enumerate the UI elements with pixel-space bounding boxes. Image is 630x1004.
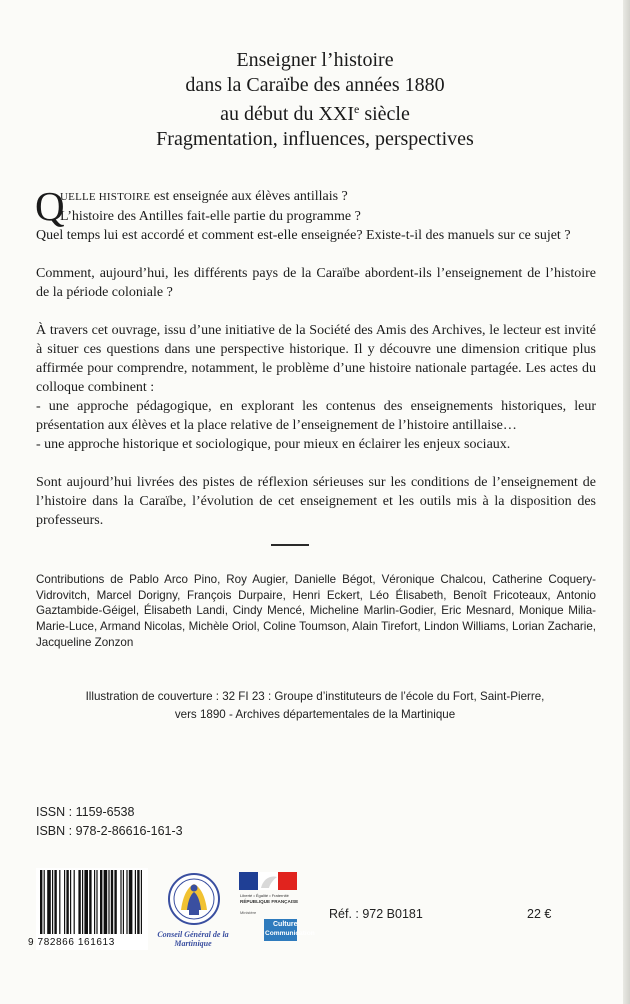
contributors-list: Contributions de Pablo Arco Pino, Roy Augier, Danielle Bégot, Véronique Chalcou, Catherine Coquery-Vidrovitch, Marcel Dorigny, François Durpaire, Henri Eckert, Léo Élisabeth, Benoît Fricoteaux, Antonio Gaztambide-Géigel, Élisabeth Landi, Cindy Mencé, Micheline Marlin-Godier, Eric Mesnard, Monique Milia-Marie-Luce, Armand Nicolas, Michèle Oriol, Coline Toumson, Alain Tirefort, Lindon Williams, Lorian Zacharie, Jacqueline Zonzon: [36, 573, 596, 649]
barcode-bar: [74, 870, 75, 934]
title-line-3-post: siècle: [359, 103, 410, 125]
title-line-1: Enseigner l’histoire: [236, 49, 394, 71]
barcode-bar: [66, 870, 68, 934]
barcode-bar: [114, 870, 116, 934]
illustration-line-2: vers 1890 - Archives départementales de la Martinique: [174, 708, 456, 721]
barcode-bar: [135, 870, 136, 934]
barcode-bar: [78, 870, 80, 934]
intro-paragraph: [35, 183, 596, 245]
paragraph-3-item-2: - une approche historique et sociologique, pour mieux en éclairer les enjeux sociaux.: [36, 437, 511, 452]
barcode-bar: [96, 870, 97, 934]
barcode-bar: [108, 870, 109, 934]
barcode-bar: [100, 870, 102, 934]
intro-line-1-rest: est enseignée aux élèves antillais ?: [150, 189, 348, 204]
paragraph-3: [36, 321, 596, 454]
reference-number: Réf. : 972 B0181: [329, 907, 423, 921]
paragraph-2: Comment, aujourd’hui, les différents pays de la Caraïbe abordent-ils l’enseignement de l’histoire de la période coloniale ?: [36, 266, 596, 300]
title-line-3-pre: au début du XXI: [220, 103, 354, 125]
barcode-bar: [120, 870, 121, 934]
barcode-bar: [89, 870, 91, 934]
title-line-3: [0, 97, 630, 127]
issn-number: ISSN : 1159-6538: [36, 805, 135, 819]
barcode-number: 9 782866 161613: [28, 937, 115, 948]
barcode-bar: [111, 870, 113, 934]
republique-francaise-logo-icon: [239, 872, 297, 892]
title-superscript: e: [354, 102, 360, 116]
intro-line-1: [36, 187, 596, 207]
barcode-bar: [59, 870, 60, 934]
barcode-bar: [40, 870, 42, 934]
paragraph-4: Sont aujourd’hui livrées des pistes de réflexion sérieuses sur les conditions de l’enseignement de l’histoire dans la Caraïbe, l’évolution de cet enseignement et les outils mis à la disposition des professeurs.: [36, 475, 596, 528]
blurb: [35, 183, 596, 549]
conseil-general-name: Conseil Général de la Martinique: [157, 930, 229, 948]
culture-line-2: Communication: [265, 930, 315, 937]
price: 22 €: [527, 907, 552, 921]
dropcap-letter: Q: [35, 183, 65, 229]
rf-motto: Liberté • Égalité • Fraternité: [240, 893, 289, 898]
barcode-bar: [82, 870, 83, 934]
separator-rule: [271, 544, 309, 546]
barcode-bars-icon: [36, 868, 148, 936]
barcode-bar: [137, 870, 139, 934]
barcode-bar: [52, 870, 53, 934]
culture-line-1: Culture: [273, 921, 298, 928]
barcode-bar: [47, 870, 51, 934]
barcode-bar: [126, 870, 127, 934]
barcode-bar: [123, 870, 124, 934]
intro-line-2: L’histoire des Antilles fait-elle partie du programme ?: [60, 209, 361, 224]
barcode-bar: [70, 870, 71, 934]
conseil-general-logo-icon: [159, 872, 229, 930]
book-title: [0, 48, 630, 151]
paragraph-3-text: À travers cet ouvrage, issu d’une initiative de la Société des Amis des Archives, le lecteur est invité à situer ces questions dans une perspective historique. Il y découvre une dimension critique plus affirmée pour comprendre, notamment, le problème d’une histoire nationale partagée. Les actes du colloque combinent :: [36, 323, 596, 395]
identifiers: [36, 803, 183, 841]
barcode-bar: [84, 870, 88, 934]
barcode-bar: [141, 870, 142, 934]
barcode-bar: [129, 870, 133, 934]
book-subtitle: Fragmentation, influences, perspectives: [156, 127, 474, 150]
intro-rest: Quel temps lui est accordé et comment est-elle enseignée? Existe-t-il des manuels sur ce sujet ?: [36, 228, 571, 243]
barcode-bar: [94, 870, 95, 934]
illustration-line-1: Illustration de couverture : 32 FI 23 : Groupe d’instituteurs de l’école du Fort, Saint-Pierre,: [85, 690, 545, 703]
intro-smallcaps: UELLE HISTOIRE: [60, 191, 151, 203]
barcode-bar: [44, 870, 45, 934]
cover-illustration-credit: [0, 688, 630, 724]
barcode-bar: [64, 870, 65, 934]
paragraph-3-item-1: - une approche pédagogique, en explorant les contenus des enseignements historiques, leur présentation aux élèves et la place relative de l’enseignement de l’histoire antillaise…: [36, 399, 596, 433]
title-line-2: dans la Caraïbe des années 1880: [185, 73, 445, 96]
rf-name: RÉPUBLIQUE FRANÇAISE: [240, 899, 299, 904]
barcode-bar: [104, 870, 108, 934]
barcode-bar: [54, 870, 56, 934]
isbn-number: ISBN : 978-2-86616-161-3: [36, 824, 183, 838]
culture-ministry-label: Ministère: [240, 910, 257, 915]
